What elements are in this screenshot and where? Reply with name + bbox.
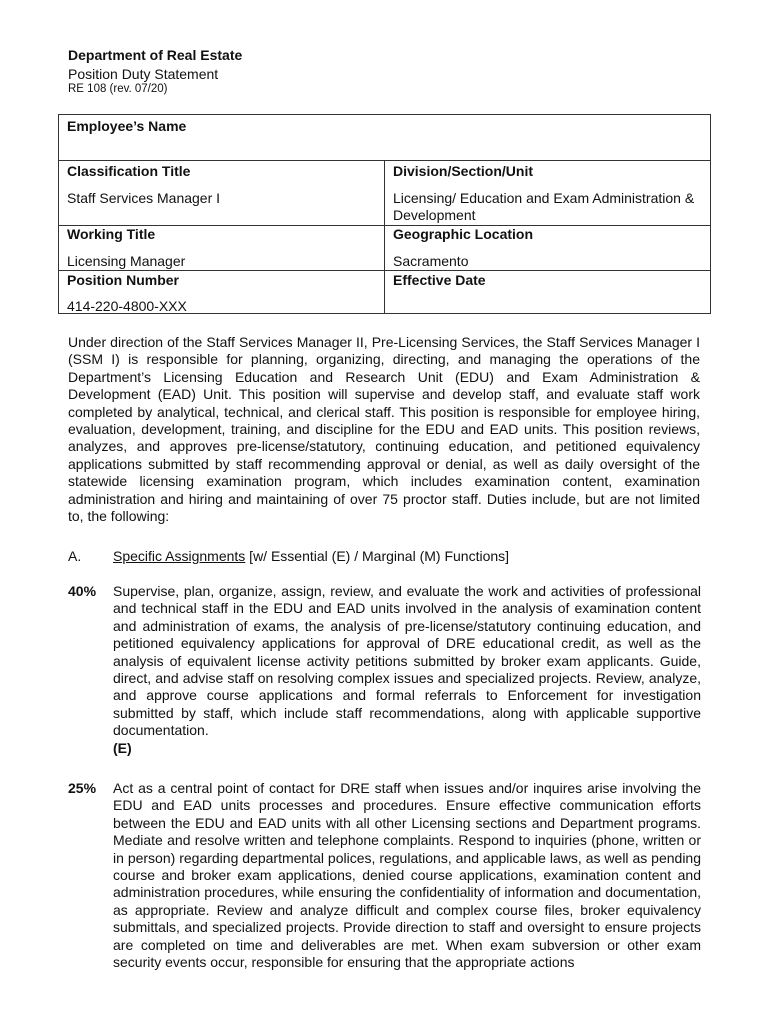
- table-column-divider: [384, 160, 385, 314]
- duty-percent: 40%: [68, 583, 97, 599]
- division-label: Division/Section/Unit: [393, 163, 534, 179]
- duty-text: Act as a central point of contact for DRE staff when issues and/or inquires arise involving the EDU and EAD units processes and procedures. Ensure effective communication efforts between the EDU and EAD units with all other Licensing sections and Department programs. Mediate and resolve written and telephone complaints. Respond to inquiries (phone, written or in person) regarding departmental polices, regulations, and applicable laws, as well as pending course and broker exam applications, denied course applications, examination content and administration procedures, while ensuring the confidentiality of information and documentation, as appropriate. Review and analyze difficult and complex course files, broker equivalency submittals, and specialized projects. Provide direction to staff and oversight to ensure projects are completed on time and deliverables are met. When exam subversion or other exam security events occur, responsible for ensuring that the appropriate actions: [113, 780, 701, 971]
- duty-description: [113, 780, 701, 971]
- document-subtitle: Position Duty Statement: [68, 66, 219, 82]
- duty-description: [113, 583, 701, 757]
- section-heading: [113, 548, 509, 565]
- geographic-location-value: Sacramento: [393, 253, 469, 269]
- position-number-value: 414-220-4800-XXX: [67, 298, 187, 314]
- section-title: Specific Assignments: [113, 548, 246, 564]
- duty-function: (E): [113, 739, 132, 756]
- section-suffix: [w/ Essential (E) / Marginal (M) Functions]: [245, 548, 510, 564]
- effective-date-label: Effective Date: [393, 272, 486, 288]
- division-value: Licensing/ Education and Exam Administration & Development: [393, 190, 695, 223]
- duty-text: Supervise, plan, organize, assign, review, and evaluate the work and activities of professional and technical staff in the EDU and EAD units involved in the analysis of examination content and administration of exams, the analysis of pre-license/statutory continuing education, and petitioned equivalency applications for approval of DRE educational credit, as well as the analysis of equivalent license activity petitions submitted by broker exam applicants. Guide, direct, and advise staff on resolving complex issues and specialized projects. Review, analyze, and approve course applications and formal referrals to Enforcement for investigation submitted by staff, which include staff recommendations, along with applicable supportive documentation.: [113, 583, 701, 739]
- working-title-value: Licensing Manager: [67, 253, 186, 269]
- intro-paragraph: Under direction of the Staff Services Manager II, Pre-Licensing Services, the Staff Services Manager I (SSM I) is responsible for planning, organizing, directing, and managing the operations of the Department’s Licensing Education and Research Unit (EDU) and Exam Administration & Development (EAD) Unit. This position will supervise and develop staff, and evaluate staff work completed by analytical, technical, and clerical staff. This position is responsible for employee hiring, evaluation, development, training, and discipline for the EDU and EAD units. This position reviews, analyzes, and approves pre-license/statutory, continuing education, and petitioned equivalency applications submitted by staff recommending approval or denial, as well as daily oversight of the statewide licensing examination program, which includes examination content, examination administration and hiring and maintaining of over 75 proctor staff. Duties include, but are not limited to, the following:: [68, 334, 700, 525]
- working-title-label: Working Title: [67, 226, 156, 242]
- department-name: Department of Real Estate: [68, 47, 243, 63]
- classification-title-label: Classification Title: [67, 163, 191, 179]
- employee-name-label: Employee’s Name: [67, 118, 187, 134]
- section-letter: A.: [68, 548, 82, 564]
- duty-percent: 25%: [68, 780, 97, 796]
- form-number: RE 108 (rev. 07/20): [68, 83, 168, 95]
- classification-title-value: Staff Services Manager I: [67, 190, 221, 206]
- position-info-table: [58, 114, 711, 314]
- geographic-location-label: Geographic Location: [393, 226, 534, 242]
- position-number-label: Position Number: [67, 272, 180, 288]
